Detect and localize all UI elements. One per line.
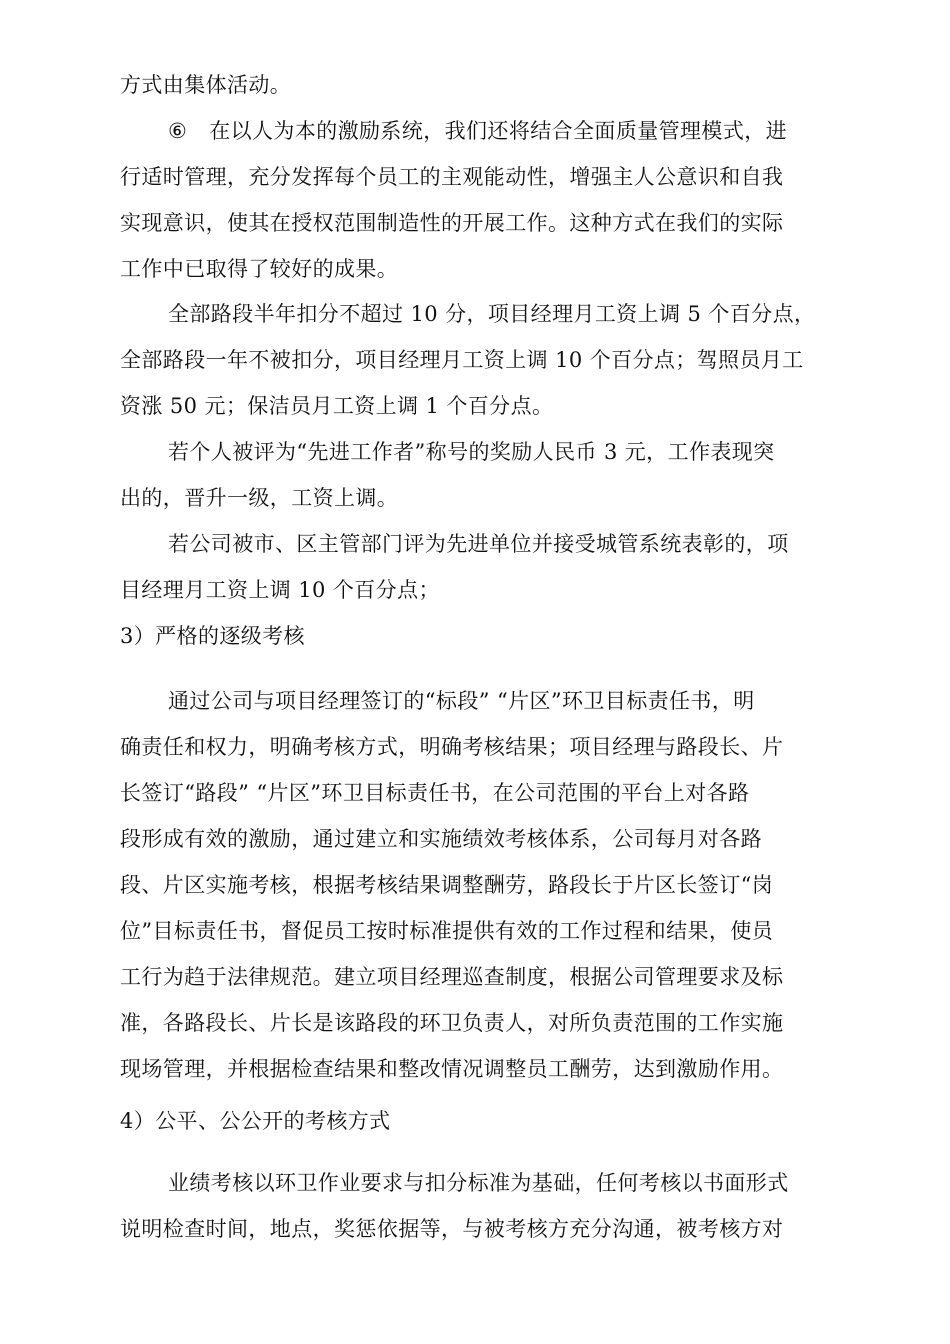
text-line: 段、片区实施考核，根据考核结果调整酬劳，路段长于片区长签订“岗 bbox=[120, 873, 774, 897]
text-line: 资涨 50 元；保洁员月工资上调 1 个百分点。 bbox=[120, 394, 554, 418]
text-line: 若个人被评为“先进工作者”称号的奖励人民币 3 元，工作表现突 bbox=[168, 440, 775, 464]
text-line: 通过公司与项目经理签订的“标段” “片区”环卫目标责任书，明 bbox=[168, 689, 755, 713]
text-line: 工行为趋于法律规范。建立项目经理巡查制度，根据公司管理要求及标 bbox=[120, 965, 784, 989]
section-heading: 4）公平、公公开的考核方式 bbox=[120, 1109, 391, 1133]
text-line: 目经理月工资上调 10 个百分点； bbox=[120, 578, 440, 602]
text-line: 行适时管理，充分发挥每个员工的主观能动性，增强主人公意识和自我 bbox=[120, 165, 784, 189]
text-line: 工作中已取得了较好的成果。 bbox=[120, 257, 399, 281]
text-line: 位”目标责任书，督促员工按时标准提供有效的工作过程和结果，使员 bbox=[120, 919, 774, 943]
section-heading: 3）严格的逐级考核 bbox=[120, 624, 305, 648]
text-line: 长签订“路段” “片区”环卫目标责任书，在公司范围的平台上对各路 bbox=[120, 781, 750, 805]
text-line: 说明检查时间，地点，奖惩依据等，与被考核方充分沟通，被考核方对 bbox=[120, 1217, 784, 1241]
text-line: 确责任和权力，明确考核方式，明确考核结果；项目经理与路段长、片 bbox=[120, 735, 784, 759]
text-line: 全部路段一年不被扣分，项目经理月工资上调 10 个百分点；驾照员月工 bbox=[120, 348, 804, 372]
text-line: 业绩考核以环卫作业要求与扣分标准为基础，任何考核以书面形式 bbox=[168, 1171, 789, 1195]
text-line: 方式由集体活动。 bbox=[120, 73, 292, 97]
text-line: 现场管理，并根据检查结果和整改情况调整员工酬劳，达到激励作用。 bbox=[120, 1057, 784, 1081]
text-line: 准，各路段长、片长是该路段的环卫负责人，对所负责范围的工作实施 bbox=[120, 1011, 784, 1035]
text-line: 若公司被市、区主管部门评为先进单位并接受城管系统表彰的，项 bbox=[168, 532, 789, 556]
text-line: 全部路段半年扣分不超过 10 分，项目经理月工资上调 5 个百分点， bbox=[168, 302, 816, 326]
text-line-content: 在以人为本的激励系统，我们还将结合全面质量管理模式，进 bbox=[209, 119, 788, 143]
text-line: 段形成有效的激励，通过建立和实施绩效考核体系，公司每月对各路 bbox=[120, 827, 762, 851]
list-marker: ⑥ bbox=[168, 119, 188, 143]
text-line bbox=[168, 117, 888, 145]
text-line: 实现意识，使其在授权范围制造性的开展工作。这种方式在我们的实际 bbox=[120, 211, 784, 235]
text-line: 出的，晋升一级，工资上调。 bbox=[120, 486, 399, 510]
